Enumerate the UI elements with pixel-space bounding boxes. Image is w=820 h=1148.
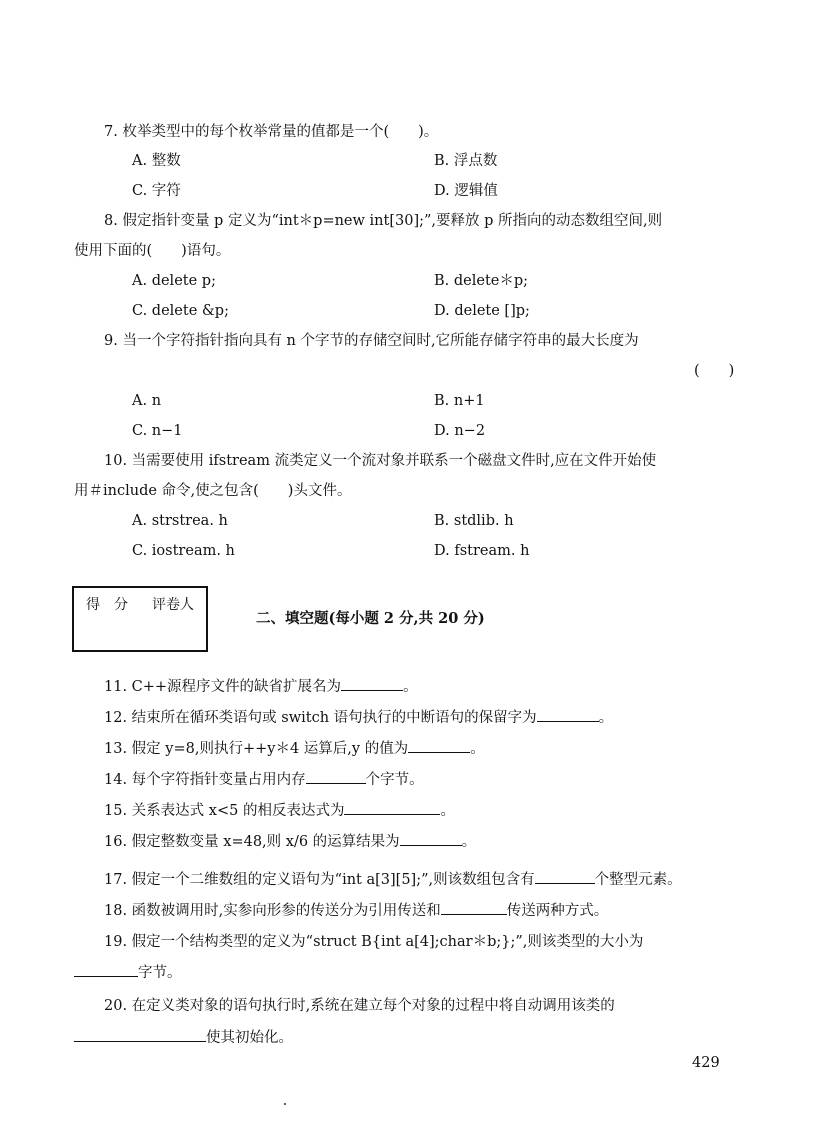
question-17-tail: 个整型元素。 bbox=[594, 872, 682, 888]
score-table-header-score: 得 分 bbox=[86, 596, 128, 613]
question-7-option-b: B. 浮点数 bbox=[434, 153, 498, 169]
question-11-text: 11. C++源程序文件的缺省扩展名为 bbox=[104, 679, 342, 695]
question-10-option-b: B. stdlib. h bbox=[434, 513, 514, 529]
question-17-text: 17. 假定一个二维数组的定义语句为“int a[3][5];”,则该数组包含有 bbox=[104, 872, 535, 888]
score-table-header-grader: 评卷人 bbox=[152, 596, 194, 613]
question-14-tail: 个字节。 bbox=[365, 772, 424, 788]
question-17 bbox=[104, 869, 682, 890]
question-7-option-c: C. 字符 bbox=[132, 183, 181, 199]
question-9-option-b: B. n+1 bbox=[434, 393, 485, 409]
question-15-blank[interactable] bbox=[344, 800, 440, 815]
score-table-score-cell[interactable] bbox=[74, 619, 140, 650]
question-12-blank[interactable] bbox=[537, 707, 599, 722]
question-8-option-a: A. delete p; bbox=[132, 273, 216, 289]
question-13-blank[interactable] bbox=[408, 738, 470, 753]
question-9-option-d: D. n−2 bbox=[434, 423, 486, 439]
question-11-tail: 。 bbox=[403, 679, 418, 695]
question-12-tail: 。 bbox=[598, 710, 614, 726]
score-table-grader-cell[interactable] bbox=[140, 619, 206, 650]
question-12-text: 12. 结束所在循环类语句或 switch 语句执行的中断语句的保留字为 bbox=[104, 710, 537, 726]
question-9-answer-bracket: ( ) bbox=[694, 363, 735, 379]
question-8-option-d: D. delete []p; bbox=[434, 303, 530, 319]
question-18 bbox=[104, 900, 608, 921]
question-10-option-a: A. strstrea. h bbox=[132, 513, 228, 529]
question-8-option-b: B. delete＊p; bbox=[434, 273, 529, 289]
page-number: 429 bbox=[692, 1055, 720, 1071]
question-7-option-a: A. 整数 bbox=[132, 153, 181, 169]
question-12 bbox=[104, 707, 613, 728]
question-16-blank[interactable] bbox=[400, 831, 462, 846]
question-14 bbox=[104, 769, 424, 790]
question-20-blank[interactable] bbox=[74, 1027, 206, 1042]
question-13 bbox=[104, 738, 485, 759]
question-14-text: 14. 每个字符指针变量占用内存 bbox=[104, 772, 306, 788]
section-title: 二、填空题(每小题 2 分,共 20 分) bbox=[256, 610, 485, 627]
question-16-text: 16. 假定整数变量 x=48,则 x/6 的运算结果为 bbox=[104, 834, 400, 850]
question-10-stem-line2: 用＃include 命令,使之包含( )头文件。 bbox=[74, 483, 352, 499]
question-20-tail: 使其初始化。 bbox=[206, 1030, 293, 1046]
question-8-option-c: C. delete &p; bbox=[132, 303, 229, 319]
question-18-text: 18. 函数被调用时,实参向形参的传送分为引用传送和 bbox=[104, 903, 441, 919]
question-19-tail: 字节。 bbox=[138, 965, 182, 981]
scan-speck bbox=[284, 1103, 286, 1105]
question-16-tail: 。 bbox=[461, 834, 477, 850]
question-10-option-d: D. fstream. h bbox=[434, 543, 530, 559]
question-7-option-d: D. 逻辑值 bbox=[434, 183, 498, 199]
question-8-stem-line1: 8. 假定指针变量 p 定义为“int＊p=new int[30];”,要释放 p 所指向的动态数组空间,则 bbox=[104, 213, 663, 229]
score-table bbox=[72, 586, 208, 652]
question-10-option-c: C. iostream. h bbox=[132, 543, 235, 559]
question-9-stem-line1: 9. 当一个字符指针指向具有 n 个字节的存储空间时,它所能存储字符串的最大长度为 bbox=[104, 333, 639, 349]
question-14-blank[interactable] bbox=[306, 769, 366, 784]
question-13-tail: 。 bbox=[470, 741, 485, 757]
question-9-option-a: A. n bbox=[132, 393, 162, 409]
question-19-blank[interactable] bbox=[74, 962, 138, 977]
question-20-line2 bbox=[74, 1027, 293, 1048]
question-20-line1: 20. 在定义类对象的语句执行时,系统在建立每个对象的过程中将自动调用该类的 bbox=[104, 998, 615, 1014]
question-9-option-c: C. n−1 bbox=[132, 423, 183, 439]
question-15 bbox=[104, 800, 455, 821]
question-18-blank[interactable] bbox=[441, 900, 507, 915]
question-19-line2 bbox=[74, 962, 182, 983]
question-17-blank[interactable] bbox=[535, 869, 595, 884]
question-13-text: 13. 假定 y=8,则执行++y＊4 运算后,y 的值为 bbox=[104, 741, 409, 757]
question-8-stem-line2: 使用下面的( )语句。 bbox=[74, 243, 231, 259]
question-15-text: 15. 关系表达式 x<5 的相反表达式为 bbox=[104, 803, 345, 819]
question-10-stem-line1: 10. 当需要使用 ifstream 流类定义一个流对象并联系一个磁盘文件时,应在文件开始使 bbox=[104, 453, 657, 469]
question-11-blank[interactable] bbox=[341, 676, 403, 691]
question-19-line1: 19. 假定一个结构类型的定义为“struct B{int a[4];char＊b;};”,则该类型的大小为 bbox=[104, 934, 644, 950]
question-15-tail: 。 bbox=[440, 803, 455, 819]
question-18-tail: 传送两种方式。 bbox=[506, 903, 609, 919]
question-7-stem: 7. 枚举类型中的每个枚举常量的值都是一个( )。 bbox=[104, 124, 439, 140]
question-16 bbox=[104, 831, 476, 852]
question-11 bbox=[104, 676, 418, 697]
